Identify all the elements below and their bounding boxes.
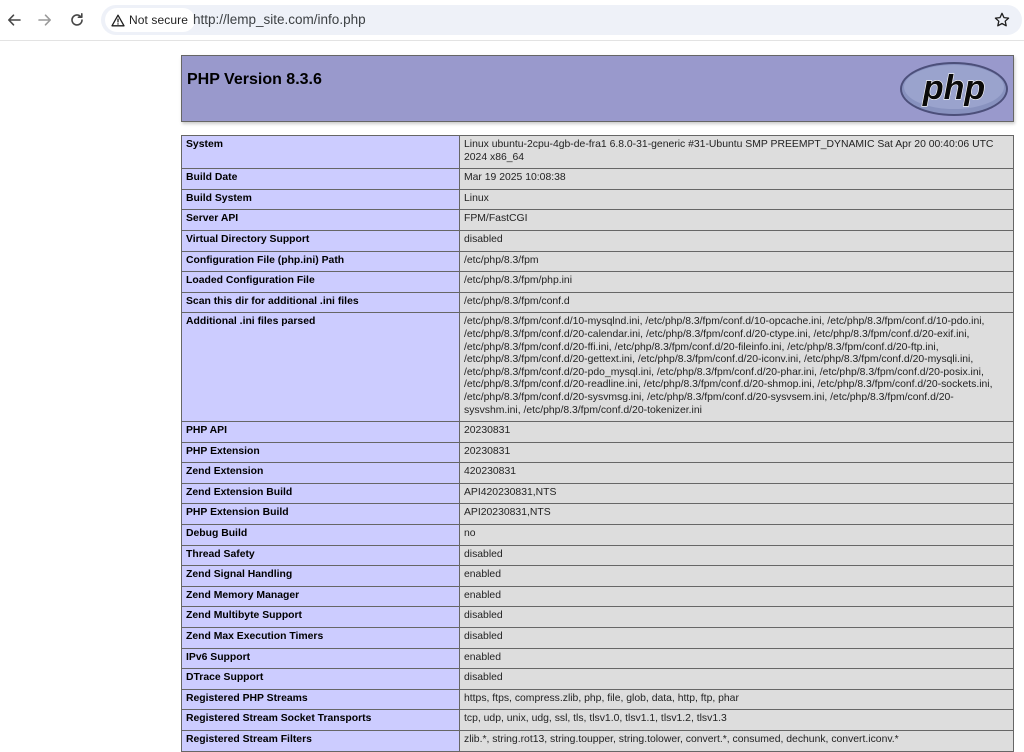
table-row	[182, 669, 1014, 690]
row-value: API420230831,NTS	[460, 483, 1014, 504]
table-row	[182, 272, 1014, 293]
row-value: tcp, udp, unix, udg, ssl, tls, tlsv1.0, tlsv1.1, tlsv1.2, tlsv1.3	[460, 710, 1014, 731]
table-row	[182, 607, 1014, 628]
table-row	[182, 210, 1014, 231]
row-value: disabled	[460, 669, 1014, 690]
table-row	[182, 230, 1014, 251]
back-button[interactable]	[0, 6, 28, 34]
row-key: Additional .ini files parsed	[182, 313, 460, 422]
row-value: Linux ubuntu-2cpu-4gb-de-fra1 6.8.0-31-generic #31-Ubuntu SMP PREEMPT_DYNAMIC Sat Apr 20 00:40:06 UTC 2024 x86_64	[460, 136, 1014, 169]
table-row	[182, 689, 1014, 710]
row-key: Zend Multibyte Support	[182, 607, 460, 628]
table-row	[182, 566, 1014, 587]
reload-button[interactable]	[63, 6, 91, 34]
table-row	[182, 483, 1014, 504]
warning-triangle-icon	[111, 14, 125, 27]
row-value: /etc/php/8.3/fpm	[460, 251, 1014, 272]
table-row	[182, 292, 1014, 313]
table-row	[182, 442, 1014, 463]
table-row	[182, 136, 1014, 169]
browser-toolbar	[0, 0, 1024, 41]
row-key: DTrace Support	[182, 669, 460, 690]
row-value: /etc/php/8.3/fpm/conf.d	[460, 292, 1014, 313]
row-key: Thread Safety	[182, 545, 460, 566]
forward-arrow-icon	[37, 12, 53, 28]
star-icon	[994, 12, 1010, 28]
row-value: API20230831,NTS	[460, 504, 1014, 525]
row-key: Zend Max Execution Timers	[182, 628, 460, 649]
row-value: 20230831	[460, 442, 1014, 463]
info-table	[181, 135, 1014, 752]
forward-button[interactable]	[31, 6, 59, 34]
table-row	[182, 586, 1014, 607]
row-key: Zend Memory Manager	[182, 586, 460, 607]
row-key: Zend Extension	[182, 463, 460, 484]
row-key: Zend Extension Build	[182, 483, 460, 504]
row-key: Build Date	[182, 169, 460, 190]
table-row	[182, 189, 1014, 210]
row-value: Linux	[460, 189, 1014, 210]
table-row	[182, 545, 1014, 566]
row-key: IPv6 Support	[182, 648, 460, 669]
row-key: Loaded Configuration File	[182, 272, 460, 293]
row-value: https, ftps, compress.zlib, php, file, glob, data, http, ftp, phar	[460, 689, 1014, 710]
table-row	[182, 628, 1014, 649]
row-key: Debug Build	[182, 525, 460, 546]
row-value: disabled	[460, 545, 1014, 566]
row-key: Virtual Directory Support	[182, 230, 460, 251]
row-key: PHP API	[182, 422, 460, 443]
table-row	[182, 251, 1014, 272]
page-title: PHP Version 8.3.6	[187, 71, 322, 88]
phpinfo-header	[181, 55, 1014, 122]
table-row	[182, 525, 1014, 546]
row-value: disabled	[460, 607, 1014, 628]
row-key: PHP Extension	[182, 442, 460, 463]
row-value: enabled	[460, 566, 1014, 587]
row-value: enabled	[460, 586, 1014, 607]
row-value: no	[460, 525, 1014, 546]
php-logo-text: php	[922, 69, 986, 107]
row-key: Build System	[182, 189, 460, 210]
bookmark-star-button[interactable]	[992, 10, 1012, 30]
row-key: Scan this dir for additional .ini files	[182, 292, 460, 313]
row-value: /etc/php/8.3/fpm/php.ini	[460, 272, 1014, 293]
row-key: System	[182, 136, 460, 169]
table-row	[182, 422, 1014, 443]
row-key: Registered Stream Filters	[182, 731, 460, 752]
php-logo-image	[899, 61, 1009, 117]
row-value: zlib.*, string.rot13, string.toupper, string.tolower, convert.*, consumed, dechunk, convert.iconv.*	[460, 731, 1014, 752]
table-row	[182, 169, 1014, 190]
row-key: Registered PHP Streams	[182, 689, 460, 710]
row-key: Zend Signal Handling	[182, 566, 460, 587]
url-text[interactable]: http://lemp_site.com/info.php	[193, 12, 366, 27]
row-key: Server API	[182, 210, 460, 231]
table-row	[182, 504, 1014, 525]
table-row	[182, 710, 1014, 731]
table-row	[182, 463, 1014, 484]
row-key: Configuration File (php.ini) Path	[182, 251, 460, 272]
address-bar[interactable]	[101, 5, 1022, 35]
row-value: 20230831	[460, 422, 1014, 443]
row-value: disabled	[460, 628, 1014, 649]
table-row	[182, 648, 1014, 669]
security-label: Not secure	[129, 13, 189, 27]
row-value: /etc/php/8.3/fpm/conf.d/10-mysqlnd.ini, /etc/php/8.3/fpm/conf.d/10-opcache.ini, /etc/php/8.3/fpm/conf.d/10-pdo.ini, /etc/php/8.3/fpm/conf.d/20-calendar.ini, /etc/php/8.3/fpm/conf.d/20-ctype.ini, /etc/php/8.3/fpm/conf.d/20-exif.ini, /etc/php/8.3/fpm/conf.d/20-ffi.ini, /etc/php/8.3/fpm/conf.d/20-fileinfo.ini, /etc/php/8.3/fpm/conf.d/20-ftp.ini, /etc/php/8.3/fpm/conf.d/20-gettext.ini, /etc/php/8.3/fpm/conf.d/20-iconv.ini, /etc/php/8.3/fpm/conf.d/20-mysqli.ini, /etc/php/8.3/fpm/conf.d/20-pdo_mysql.ini, /etc/php/8.3/fpm/conf.d/20-phar.ini, /etc/php/8.3/fpm/conf.d/20-posix.ini, /etc/php/8.3/fpm/conf.d/20-readline.ini, /etc/php/8.3/fpm/conf.d/20-shmop.ini, /etc/php/8.3/fpm/conf.d/20-sockets.ini, /etc/php/8.3/fpm/conf.d/20-sysvmsg.ini, /etc/php/8.3/fpm/conf.d/20-sysvsem.ini, /etc/php/8.3/fpm/conf.d/20-sysvshm.ini, /etc/php/8.3/fpm/conf.d/20-tokenizer.ini	[460, 313, 1014, 422]
php-logo[interactable]	[899, 61, 1009, 117]
site-security-chip[interactable]	[105, 8, 195, 32]
row-value: FPM/FastCGI	[460, 210, 1014, 231]
row-value: Mar 19 2025 10:08:38	[460, 169, 1014, 190]
row-value: disabled	[460, 230, 1014, 251]
back-arrow-icon	[6, 12, 22, 28]
table-row	[182, 313, 1014, 422]
phpinfo-page	[181, 55, 1014, 745]
row-value: 420230831	[460, 463, 1014, 484]
row-key: PHP Extension Build	[182, 504, 460, 525]
row-value: enabled	[460, 648, 1014, 669]
row-key: Registered Stream Socket Transports	[182, 710, 460, 731]
reload-icon	[69, 12, 85, 28]
